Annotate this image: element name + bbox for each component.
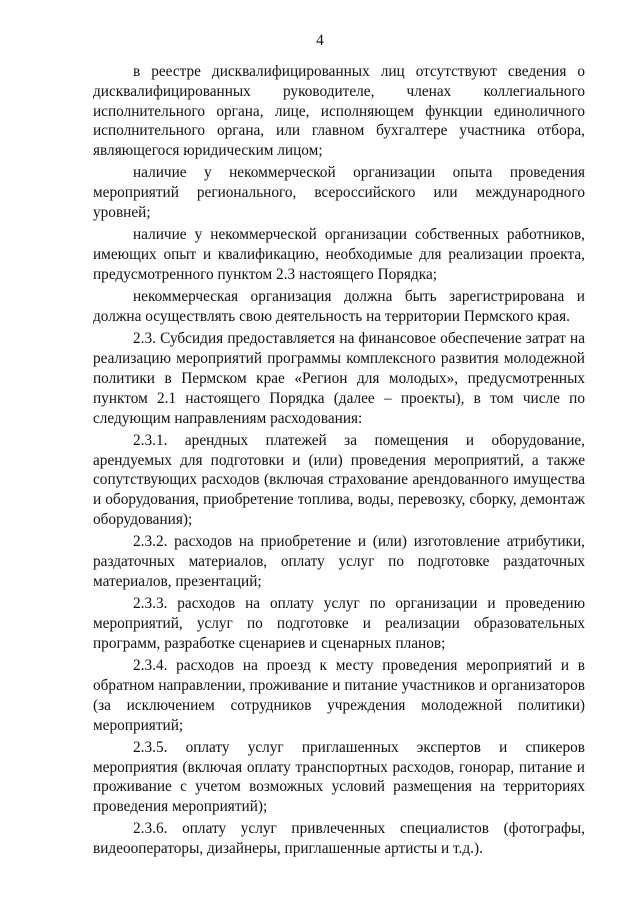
paragraph-2-3-1: 2.3.1. арендных платежей за помещения и оборудование, арендуемых для подготовки и (или) проведения мероприятий, а также сопутствующих расходов (включая страхование арендованного имущества и оборудования, приобретение топлива, воды, перевозку, сборку, демонтаж оборудования); bbox=[93, 431, 585, 529]
paragraph-registration: некоммерческая организация должна быть зарегистрирована и должна осуществлять свою деятельность на территории Пермского края. bbox=[93, 288, 585, 326]
page-number: 4 bbox=[316, 32, 324, 49]
paragraph-2-3-5: 2.3.5. оплату услуг приглашенных экспертов и спикеров мероприятия (включая оплату транспортных расходов, гонорар, питание и проживание с учетом возможных условий размещения на территориях проведения мероприятий); bbox=[93, 738, 585, 816]
paragraph-2-3: 2.3. Субсидия предоставляется на финансовое обеспечение затрат на реализацию мероприятий программы комплексного развития молодежной политики в Пермском крае «Регион для молодых», предусмотренных пунктом 2.1 настоящего Порядка (далее – проекты), в том числе по следующим направлениям расходования: bbox=[93, 330, 585, 427]
document-body bbox=[93, 62, 585, 862]
paragraph-experience: наличие у некоммерческой организации опыта проведения мероприятий регионального, всероссийского или международного уровней; bbox=[93, 164, 585, 222]
paragraph-registry: в реестре дисквалифицированных лиц отсутствуют сведения о дисквалифицированных руководителе, членах коллегиального исполнительного органа, лице, исполняющем функции единоличного исполнительного органа, или главном бухгалтере участника отбора, являющегося юридическим лицом; bbox=[93, 63, 585, 160]
paragraph-2-3-6: 2.3.6. оплату услуг привлеченных специалистов (фотографы, видеооператоры, дизайнеры, приглашенные артисты и т.д.). bbox=[93, 820, 585, 858]
paragraph-2-3-3: 2.3.3. расходов на оплату услуг по организации и проведению мероприятий, услуг по подготовке и реализации образовательных программ, разработке сценариев и сценарных планов; bbox=[93, 595, 585, 652]
paragraph-2-3-4: 2.3.4. расходов на проезд к месту проведения мероприятий и в обратном направлении, проживание и питание участников и организаторов (за исключением сотрудников учреждения молодежной политики) мероприятий; bbox=[93, 657, 585, 734]
paragraph-staff: наличие у некоммерческой организации собственных работников, имеющих опыт и квалификацию, необходимые для реализации проекта, предусмотренного пунктом 2.3 настоящего Порядка; bbox=[93, 226, 585, 283]
paragraph-2-3-2: 2.3.2. расходов на приобретение и (или) изготовление атрибутики, раздаточных материалов, оплату услуг по подготовке раздаточных материалов, презентаций; bbox=[93, 533, 585, 590]
